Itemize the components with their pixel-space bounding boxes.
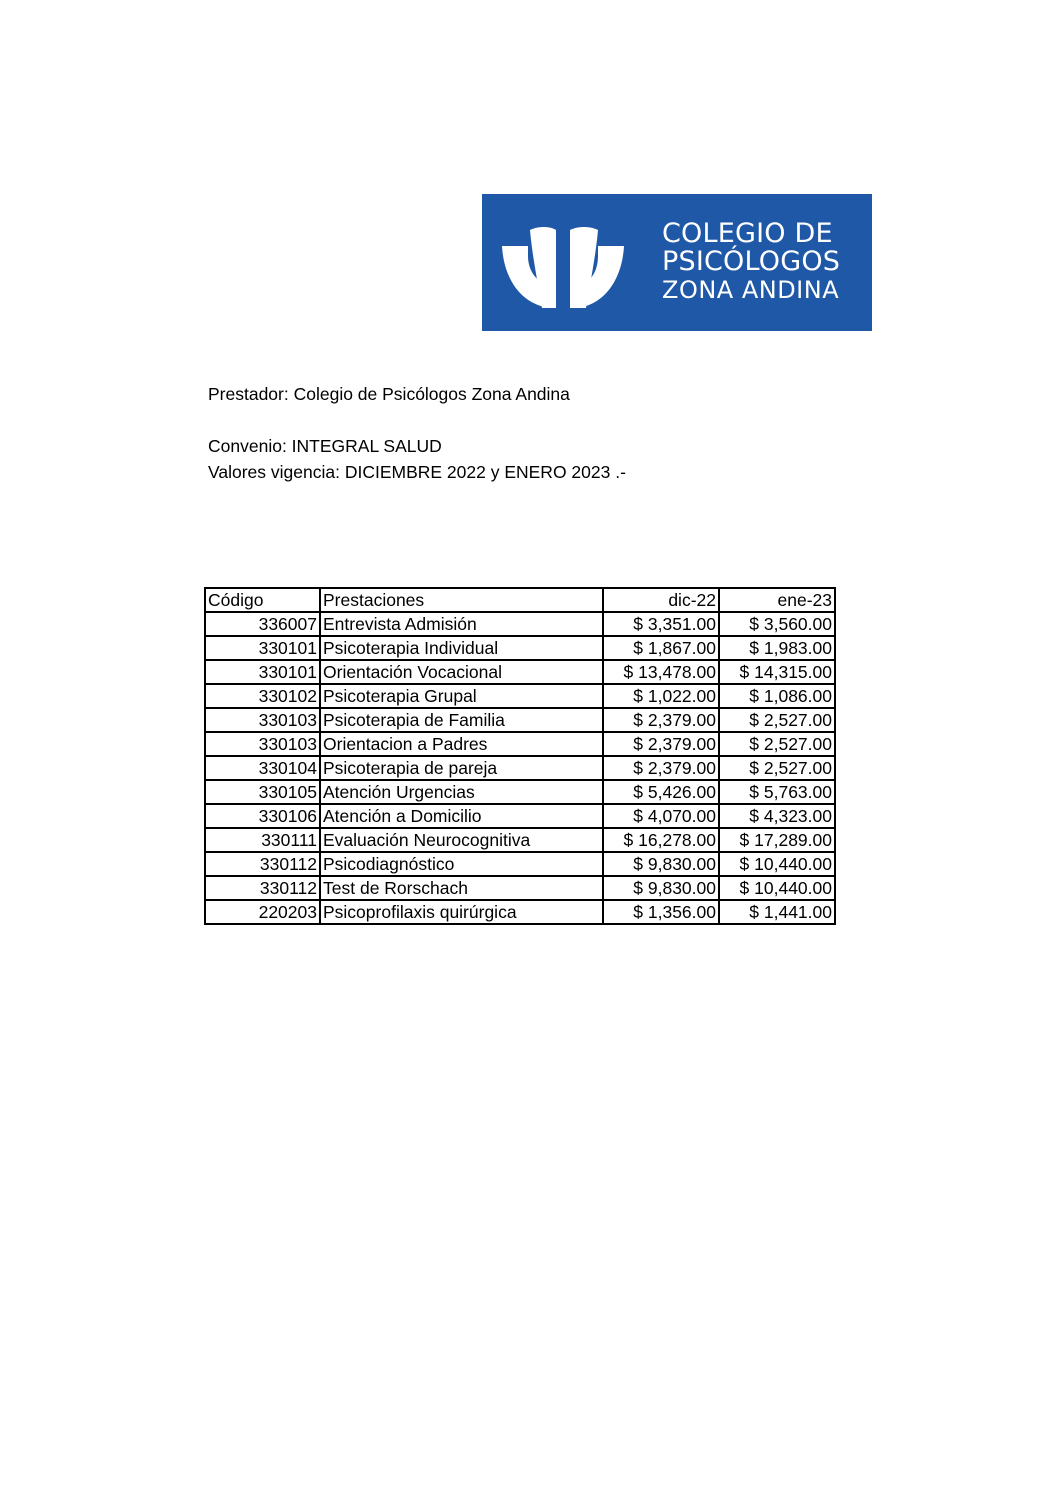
logo-line-3: ZONA ANDINA	[662, 276, 840, 304]
table-header-row	[205, 588, 835, 612]
row-name: Psicoprofilaxis quirúrgica	[320, 900, 603, 924]
convenio-text: Convenio: INTEGRAL SALUD	[208, 436, 442, 456]
row-dic-value: $ 9,830.00	[603, 852, 719, 876]
table-row	[205, 804, 835, 828]
row-dic-value: $ 2,379.00	[603, 732, 719, 756]
row-ene-value: $ 1,983.00	[719, 636, 835, 660]
row-ene-value: $ 17,289.00	[719, 828, 835, 852]
row-code: 330101	[205, 636, 320, 660]
table-row	[205, 828, 835, 852]
row-code: 220203	[205, 900, 320, 924]
table-row	[205, 684, 835, 708]
row-name: Psicoterapia Grupal	[320, 684, 603, 708]
row-code: 330104	[205, 756, 320, 780]
psi-logo-icon	[498, 224, 628, 314]
rates-table	[204, 587, 836, 925]
row-ene-value: $ 3,560.00	[719, 612, 835, 636]
row-ene-value: $ 2,527.00	[719, 756, 835, 780]
logo-banner	[482, 194, 872, 331]
row-name: Psicoterapia Individual	[320, 636, 603, 660]
header-code: Código	[205, 588, 320, 612]
row-ene-value: $ 5,763.00	[719, 780, 835, 804]
row-code: 330112	[205, 876, 320, 900]
row-name: Entrevista Admisión	[320, 612, 603, 636]
header-ene: ene-23	[719, 588, 835, 612]
row-code: 330112	[205, 852, 320, 876]
row-name: Psicoterapia de pareja	[320, 756, 603, 780]
table-row	[205, 708, 835, 732]
row-name: Evaluación Neurocognitiva	[320, 828, 603, 852]
row-dic-value: $ 2,379.00	[603, 756, 719, 780]
row-dic-value: $ 2,379.00	[603, 708, 719, 732]
row-dic-value: $ 3,351.00	[603, 612, 719, 636]
row-ene-value: $ 1,441.00	[719, 900, 835, 924]
row-ene-value: $ 2,527.00	[719, 732, 835, 756]
table-row	[205, 780, 835, 804]
header-dic: dic-22	[603, 588, 719, 612]
header-name: Prestaciones	[320, 588, 603, 612]
row-code: 330106	[205, 804, 320, 828]
row-ene-value: $ 14,315.00	[719, 660, 835, 684]
row-name: Atención a Domicilio	[320, 804, 603, 828]
prestador-text: Prestador: Colegio de Psicólogos Zona Andina	[208, 384, 570, 404]
row-name: Psicoterapia de Familia	[320, 708, 603, 732]
row-code: 330105	[205, 780, 320, 804]
row-name: Psicodiagnóstico	[320, 852, 603, 876]
table-row	[205, 732, 835, 756]
row-code: 336007	[205, 612, 320, 636]
row-ene-value: $ 4,323.00	[719, 804, 835, 828]
row-ene-value: $ 10,440.00	[719, 852, 835, 876]
table-row	[205, 660, 835, 684]
row-dic-value: $ 1,867.00	[603, 636, 719, 660]
row-dic-value: $ 16,278.00	[603, 828, 719, 852]
row-ene-value: $ 10,440.00	[719, 876, 835, 900]
table-row	[205, 756, 835, 780]
row-code: 330101	[205, 660, 320, 684]
row-name: Orientación Vocacional	[320, 660, 603, 684]
row-dic-value: $ 1,356.00	[603, 900, 719, 924]
row-dic-value: $ 1,022.00	[603, 684, 719, 708]
table-row	[205, 876, 835, 900]
logo-line-2: PSICÓLOGOS	[662, 246, 841, 277]
table-row	[205, 612, 835, 636]
table-row	[205, 852, 835, 876]
row-code: 330103	[205, 708, 320, 732]
row-dic-value: $ 9,830.00	[603, 876, 719, 900]
row-dic-value: $ 13,478.00	[603, 660, 719, 684]
row-name: Test de Rorschach	[320, 876, 603, 900]
row-code: 330111	[205, 828, 320, 852]
row-code: 330102	[205, 684, 320, 708]
row-code: 330103	[205, 732, 320, 756]
row-name: Orientacion a Padres	[320, 732, 603, 756]
row-dic-value: $ 5,426.00	[603, 780, 719, 804]
row-name: Atención Urgencias	[320, 780, 603, 804]
logo-line-1: COLEGIO DE	[662, 218, 833, 249]
logo-wordmark	[662, 220, 840, 304]
row-ene-value: $ 1,086.00	[719, 684, 835, 708]
table-row	[205, 900, 835, 924]
table-row	[205, 636, 835, 660]
row-ene-value: $ 2,527.00	[719, 708, 835, 732]
vigencia-text: Valores vigencia: DICIEMBRE 2022 y ENERO 2023 .-	[208, 462, 626, 482]
row-dic-value: $ 4,070.00	[603, 804, 719, 828]
